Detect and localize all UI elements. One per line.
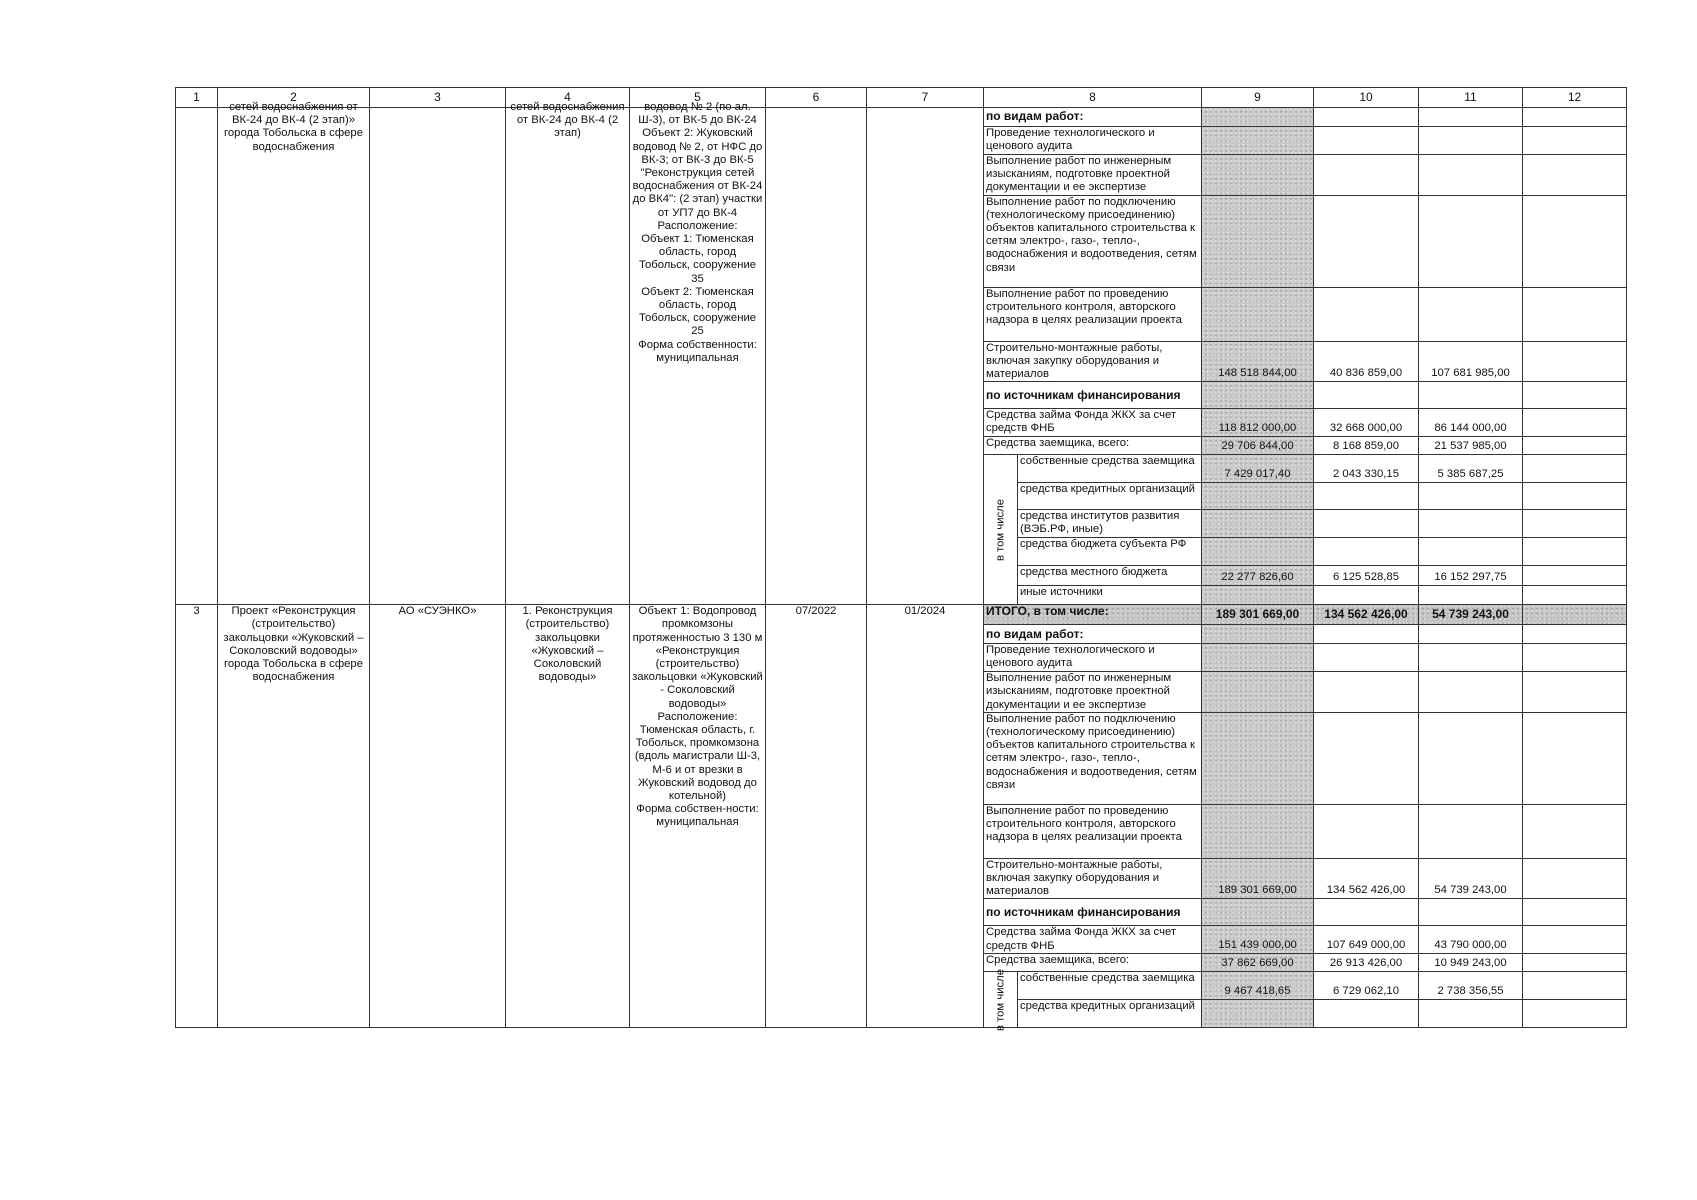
value-cell-col12 [1523, 1000, 1627, 1028]
value-cell-col11 [1419, 287, 1523, 341]
value-cell-col10 [1314, 899, 1419, 926]
row-label: Выполнение работ по инженерным изысканиям, подготовке проектной документации и ее экспертизе [984, 155, 1202, 196]
value-cell-col11: 54 739 243,00 [1419, 858, 1523, 899]
value-cell-col10: 6 729 062,10 [1314, 972, 1419, 1000]
value-cell-col12 [1523, 127, 1627, 155]
subgroup-vertical-text: в том числе [993, 498, 1006, 561]
value-cell-col10 [1314, 625, 1419, 644]
column-number-5: 5 [630, 88, 766, 108]
block2-object-description-text: Объект 1: Водопровод промкомзоны протяженностью 3 130 м «Реконструкция (строительство) закольцовки «Жуковский - Соколовский водоводы» Расположение: Тюменская область, г. Тобольск, промкомзона (вдоль магистрали Ш-3, М-6 и от врезки в Жуковский водовод до котельной) Форма собствен-ности: муниципальная [632, 605, 763, 829]
value-cell-col12 [1523, 954, 1627, 972]
value-cell-col9 [1202, 510, 1314, 538]
block1-object-name-text: сетей водоснабжения от ВК-24 до ВК-4 (2 этап) [510, 101, 625, 140]
value-cell-col10 [1314, 108, 1419, 127]
value-cell-col11: 43 790 000,00 [1419, 926, 1523, 954]
value-cell-col9 [1202, 195, 1314, 287]
value-cell-col11: 2 738 356,55 [1419, 972, 1523, 1000]
row-label: Выполнение работ по подключению (технологическому присоединению) объектов капитального строительства к сетям электро-, газо-, тепло-, водоснабжения и водоотведения, сетям связи [984, 712, 1202, 804]
row-label: Выполнение работ по инженерным изысканиям, подготовке проектной документации и ее экспертизе [984, 672, 1202, 713]
value-cell-col12 [1523, 538, 1627, 566]
subrow-label: иные источники [1018, 586, 1202, 605]
column-number-6: 6 [766, 88, 867, 108]
value-cell-col11 [1419, 625, 1523, 644]
value-cell-col11: 86 144 000,00 [1419, 409, 1523, 437]
block2-object-name [506, 605, 630, 1028]
value-cell-col9: 29 706 844,00 [1202, 437, 1314, 455]
total-label: ИТОГО, в том числе: [984, 605, 1202, 625]
block1-project-name-text: сетей водоснабжения от ВК-24 до ВК-4 (2 этап)» города Тобольска в сфере водоснабжения [224, 101, 363, 153]
value-cell-col10: 8 168 859,00 [1314, 437, 1419, 455]
row-label: по видам работ: [984, 625, 1202, 644]
value-cell-col12 [1523, 625, 1627, 644]
row-label: Средства займа Фонда ЖКХ за счет средств ФНБ [984, 409, 1202, 437]
value-cell-col11 [1419, 108, 1523, 127]
value-cell-col9: 9 467 418,65 [1202, 972, 1314, 1000]
subrow-label: средства кредитных организаций [1018, 483, 1202, 510]
value-cell-col10 [1314, 712, 1419, 804]
subgroup-vertical-label [984, 455, 1018, 605]
value-cell-col10 [1314, 586, 1419, 605]
column-number-10: 10 [1314, 88, 1419, 108]
value-cell-col9 [1202, 155, 1314, 196]
value-cell-col10 [1314, 287, 1419, 341]
value-cell-col10 [1314, 382, 1419, 409]
value-cell-col11 [1419, 538, 1523, 566]
value-cell-col12 [1523, 483, 1627, 510]
row-label: Проведение технологического и ценового аудита [984, 127, 1202, 155]
value-cell-col11: 5 385 687,25 [1419, 455, 1523, 483]
block1-object-description-text: водовод № 2 (по ал. Ш-3), от ВК-5 до ВК-24 Объект 2: Жуковский водовод № 2, от НФС до ВК-3; от ВК-3 до ВК-5 "Реконструкция сетей водоснабжения от ВК-24 до ВК4": (2 этап) участки от УП7 до ВК-4 Расположение: Объект 1: Тюменская область, город Тобольск, сооружение 35 Объект 2: Тюменская область, город Тобольск, сооружение 25 Форма собственности: муниципальная [632, 101, 763, 364]
value-cell-col9: 148 518 844,00 [1202, 341, 1314, 382]
value-cell-col9: 7 429 017,40 [1202, 455, 1314, 483]
total-col11: 54 739 243,00 [1419, 605, 1523, 625]
block2-project-name [218, 605, 370, 1028]
value-cell-col10: 6 125 528,85 [1314, 566, 1419, 586]
value-cell-col9 [1202, 538, 1314, 566]
value-cell-col10 [1314, 155, 1419, 196]
value-cell-col9: 37 862 669,00 [1202, 954, 1314, 972]
value-cell-col10: 32 668 000,00 [1314, 409, 1419, 437]
block1-object-description [630, 101, 766, 605]
value-cell-col11: 10 949 243,00 [1419, 954, 1523, 972]
value-cell-col12 [1523, 409, 1627, 437]
value-cell-col11: 21 537 985,00 [1419, 437, 1523, 455]
block1-object-name [506, 101, 630, 605]
value-cell-col9 [1202, 804, 1314, 858]
block2-object-name-text: 1. Реконструкция (строительство) закольцовки «Жуковский – Соколовский водоводы» [522, 605, 613, 684]
value-cell-col11 [1419, 804, 1523, 858]
total-row [176, 605, 1627, 625]
value-cell-col10 [1314, 510, 1419, 538]
row-label: Выполнение работ по подключению (технологическому присоединению) объектов капитального строительства к сетям электро-, газо-, тепло-, водоснабжения и водоотведения, сетям связи [984, 195, 1202, 287]
value-cell-col9: 118 812 000,00 [1202, 409, 1314, 437]
subrow-label: собственные средства заемщика [1018, 455, 1202, 483]
value-cell-col10 [1314, 1000, 1419, 1028]
investment-table [175, 87, 1627, 1031]
value-cell-col11: 107 681 985,00 [1419, 341, 1523, 382]
value-cell-col12 [1523, 341, 1627, 382]
total-col12 [1523, 605, 1627, 625]
total-col10: 134 562 426,00 [1314, 605, 1419, 625]
value-cell-col10 [1314, 538, 1419, 566]
value-cell-col9 [1202, 1000, 1314, 1028]
value-cell-col11 [1419, 155, 1523, 196]
value-cell-col10: 40 836 859,00 [1314, 341, 1419, 382]
subrow-label: собственные средства заемщика [1018, 972, 1202, 1000]
block2-object-description [630, 605, 766, 1028]
subgroup-vertical-label [984, 968, 1018, 1031]
row-label: по источникам финансирования [984, 382, 1202, 409]
value-cell-col10 [1314, 127, 1419, 155]
block2-col1: 3 [176, 605, 218, 1028]
subrow-label: средства институтов развития (ВЭБ.РФ, иные) [1018, 510, 1202, 538]
column-number-1: 1 [176, 88, 218, 108]
value-cell-col11 [1419, 510, 1523, 538]
column-number-4: 4 [506, 88, 630, 108]
column-number-3: 3 [370, 88, 506, 108]
value-cell-col12 [1523, 672, 1627, 713]
block1-col6 [766, 108, 867, 605]
value-cell-col12 [1523, 858, 1627, 899]
value-cell-col12 [1523, 437, 1627, 455]
column-number-7: 7 [867, 88, 984, 108]
value-cell-col10 [1314, 644, 1419, 672]
value-cell-col9: 22 277 826,60 [1202, 566, 1314, 586]
value-cell-col12 [1523, 195, 1627, 287]
value-cell-col12 [1523, 455, 1627, 483]
value-cell-col9: 151 439 000,00 [1202, 926, 1314, 954]
value-cell-col12 [1523, 566, 1627, 586]
value-cell-col9 [1202, 672, 1314, 713]
column-number-12: 12 [1523, 88, 1627, 108]
value-cell-col9 [1202, 287, 1314, 341]
row-label: Средства займа Фонда ЖКХ за счет средств ФНБ [984, 926, 1202, 954]
value-cell-col10 [1314, 195, 1419, 287]
value-cell-col9 [1202, 108, 1314, 127]
value-cell-col10: 107 649 000,00 [1314, 926, 1419, 954]
value-cell-col10: 2 043 330,15 [1314, 455, 1419, 483]
value-cell-col11 [1419, 899, 1523, 926]
column-number-row [176, 88, 1627, 108]
row-label: Выполнение работ по проведению строительного контроля, авторского надзора в целях реализации проекта [984, 287, 1202, 341]
value-cell-col10: 26 913 426,00 [1314, 954, 1419, 972]
block2-project-name-text: Проект «Реконструкция (строительство) закольцовки «Жуковский – Соколовский водоводы» города Тобольска в сфере водоснабжения [223, 605, 364, 684]
value-cell-col9 [1202, 712, 1314, 804]
value-cell-col11 [1419, 483, 1523, 510]
block1-col3 [370, 108, 506, 605]
block2-col7: 01/2024 [867, 605, 984, 1028]
column-number-8: 8 [984, 88, 1202, 108]
value-cell-col12 [1523, 712, 1627, 804]
value-cell-col9 [1202, 625, 1314, 644]
value-cell-col11: 16 152 297,75 [1419, 566, 1523, 586]
value-cell-col10 [1314, 672, 1419, 713]
value-cell-col11 [1419, 1000, 1523, 1028]
table-row [176, 108, 1627, 127]
value-cell-col10 [1314, 804, 1419, 858]
value-cell-col10 [1314, 483, 1419, 510]
column-number-9: 9 [1202, 88, 1314, 108]
value-cell-col10: 134 562 426,00 [1314, 858, 1419, 899]
block2-col6: 07/2022 [766, 605, 867, 1028]
subgroup-vertical-text: в том числе [993, 968, 1006, 1031]
block2-col3: АО «СУЭНКО» [370, 605, 506, 1028]
value-cell-col9 [1202, 127, 1314, 155]
value-cell-col12 [1523, 926, 1627, 954]
row-label: Выполнение работ по проведению строительного контроля, авторского надзора в целях реализации проекта [984, 804, 1202, 858]
block1-col1 [176, 108, 218, 605]
subrow-label: средства бюджета субъекта РФ [1018, 538, 1202, 566]
row-label: по источникам финансирования [984, 899, 1202, 926]
column-number-11: 11 [1419, 88, 1523, 108]
subrow-label: средства кредитных организаций [1018, 1000, 1202, 1028]
value-cell-col11 [1419, 127, 1523, 155]
column-number-2: 2 [218, 88, 370, 108]
value-cell-col11 [1419, 672, 1523, 713]
row-label: Средства заемщика, всего: [984, 954, 1202, 972]
row-label: Строительно-монтажные работы, включая закупку оборудования и материалов [984, 858, 1202, 899]
value-cell-col11 [1419, 712, 1523, 804]
row-label: Проведение технологического и ценового аудита [984, 644, 1202, 672]
block1-project-name [218, 101, 370, 605]
value-cell-col12 [1523, 899, 1627, 926]
value-cell-col12 [1523, 382, 1627, 409]
value-cell-col12 [1523, 108, 1627, 127]
row-label: по видам работ: [984, 108, 1202, 127]
value-cell-col9 [1202, 586, 1314, 605]
value-cell-col9 [1202, 382, 1314, 409]
value-cell-col12 [1523, 155, 1627, 196]
value-cell-col12 [1523, 972, 1627, 1000]
value-cell-col12 [1523, 586, 1627, 605]
document-page [175, 87, 1626, 1122]
value-cell-col12 [1523, 644, 1627, 672]
value-cell-col12 [1523, 287, 1627, 341]
value-cell-col12 [1523, 510, 1627, 538]
block1-col7 [867, 108, 984, 605]
value-cell-col9 [1202, 483, 1314, 510]
value-cell-col12 [1523, 804, 1627, 858]
value-cell-col11 [1419, 644, 1523, 672]
value-cell-col11 [1419, 195, 1523, 287]
subrow-label: средства местного бюджета [1018, 566, 1202, 586]
value-cell-col9 [1202, 899, 1314, 926]
value-cell-col9 [1202, 644, 1314, 672]
value-cell-col11 [1419, 382, 1523, 409]
value-cell-col9: 189 301 669,00 [1202, 858, 1314, 899]
total-col9: 189 301 669,00 [1202, 605, 1314, 625]
row-label: Средства заемщика, всего: [984, 437, 1202, 455]
row-label: Строительно-монтажные работы, включая закупку оборудования и материалов [984, 341, 1202, 382]
value-cell-col11 [1419, 586, 1523, 605]
